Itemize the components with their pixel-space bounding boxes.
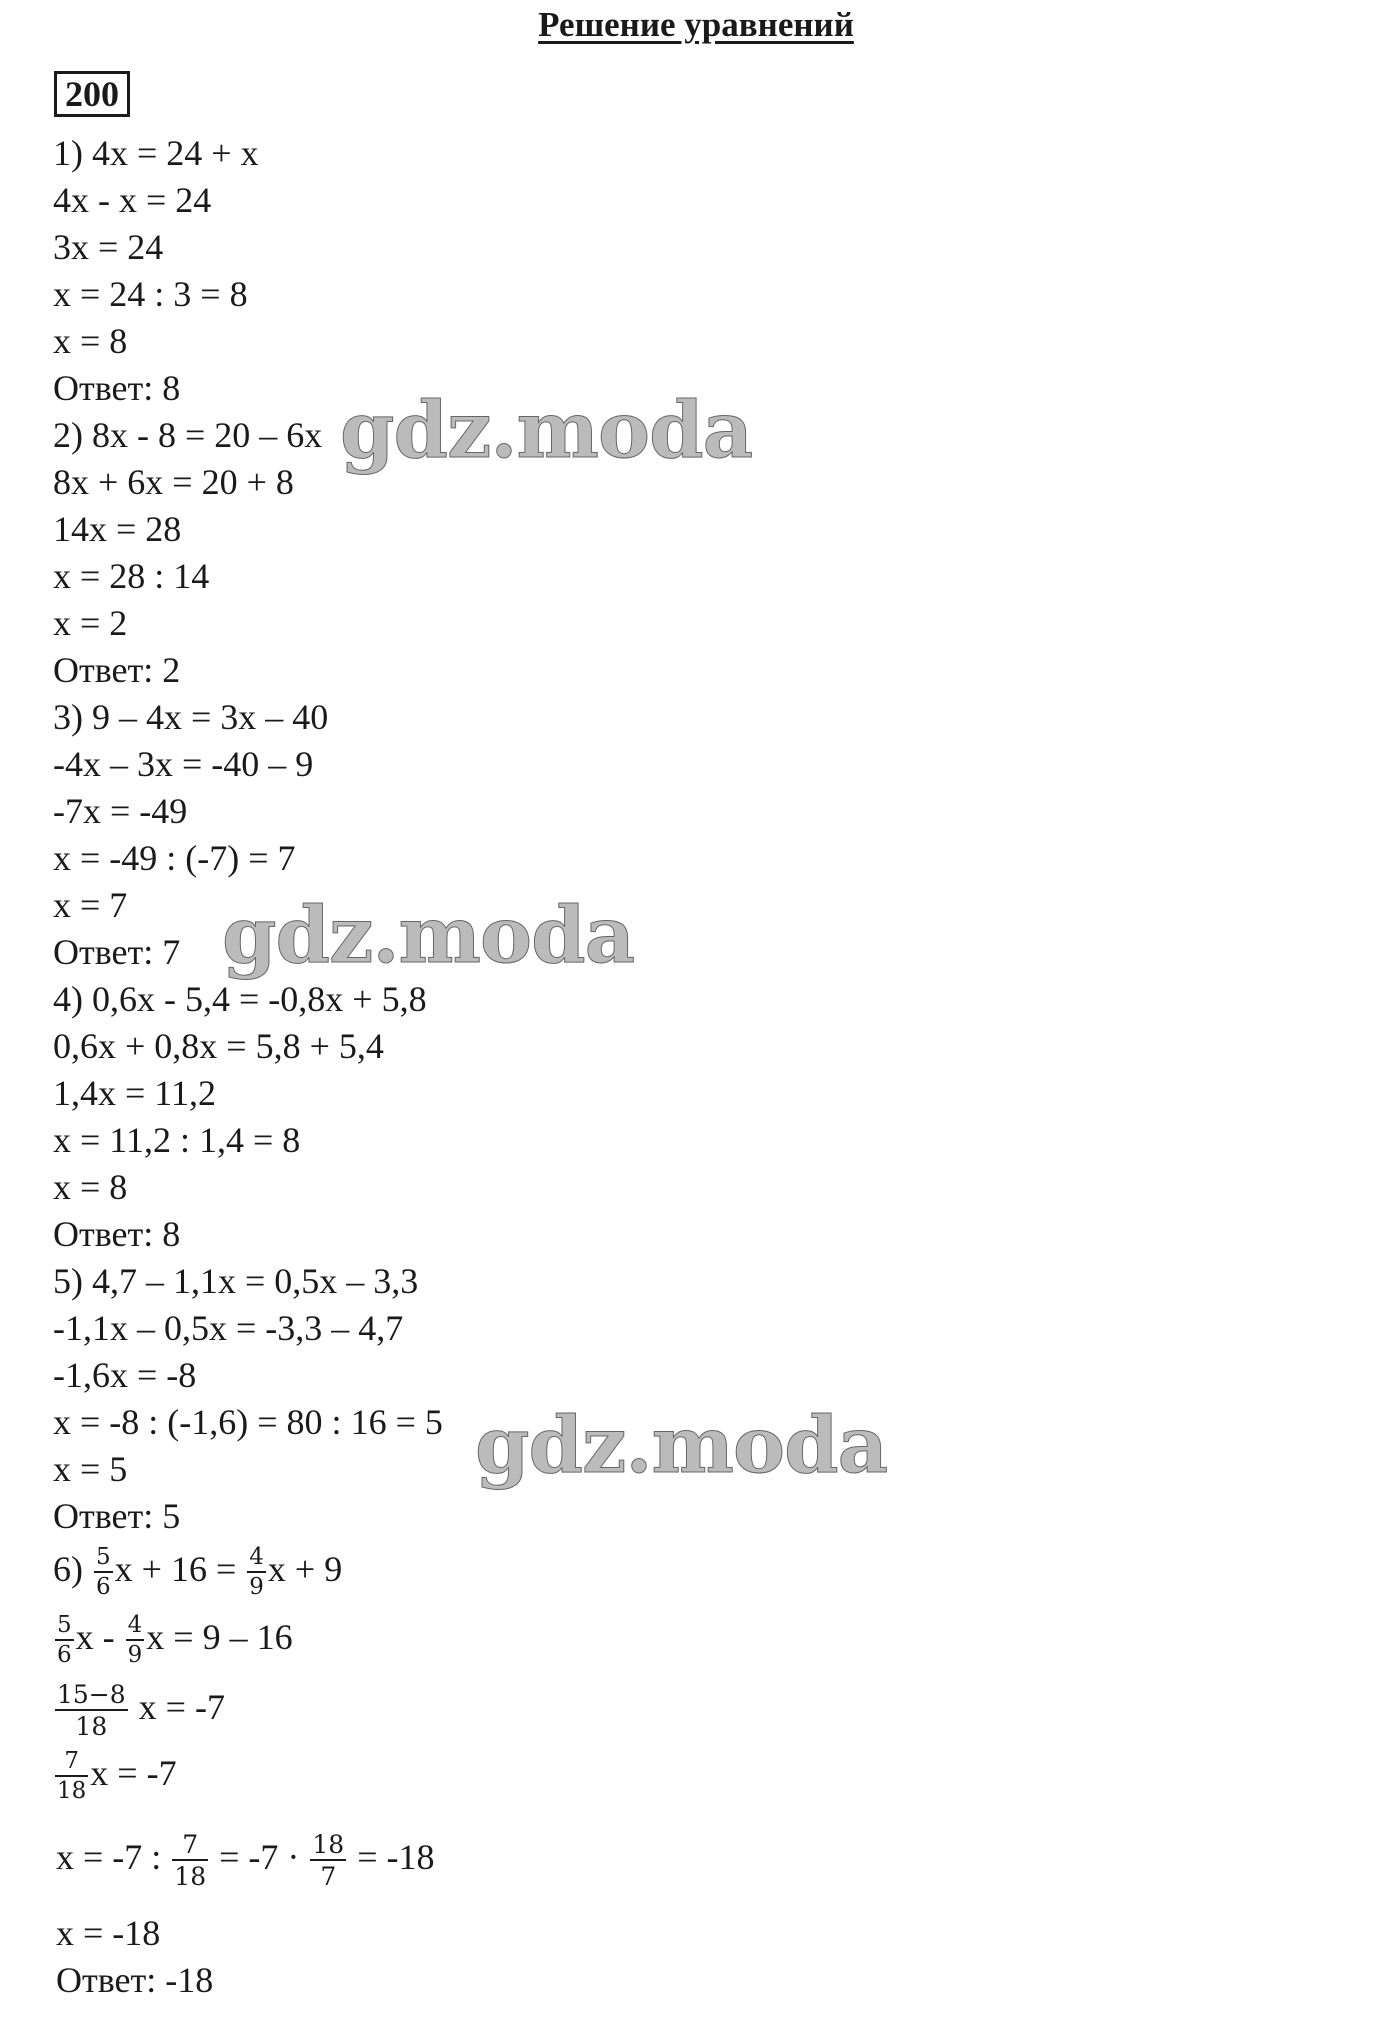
text: x = -7: [129, 1686, 225, 1727]
solution-line: 14x = 28: [53, 509, 182, 549]
text: x + 9: [267, 1549, 343, 1589]
fraction: [94, 1546, 113, 1599]
task-number-box: 200: [54, 71, 130, 117]
answer-line: Ответ: 8: [53, 368, 181, 408]
solution-line-fraction: [56, 1832, 435, 1889]
answer-line: Ответ: -18: [56, 1960, 214, 2000]
text: x = 9 – 16: [146, 1617, 293, 1657]
solution-line-fraction: [53, 1682, 225, 1739]
solution-line: 4) 0,6x - 5,4 = -0,8x + 5,8: [53, 979, 427, 1019]
denominator: 18: [75, 1712, 108, 1741]
solution-line: x = 24 : 3 = 8: [53, 274, 248, 314]
fraction: [172, 1832, 208, 1889]
solution-line: x = 5: [53, 1449, 128, 1489]
solution-line-fraction: [53, 1614, 293, 1667]
solution-line: 3) 9 – 4x = 3x – 40: [53, 697, 329, 737]
solution-line: 1,4x = 11,2: [53, 1073, 216, 1113]
solution-line: 3x = 24: [53, 227, 164, 267]
solution-line: x = 28 : 14: [53, 556, 210, 596]
denominator: 6: [57, 1642, 72, 1669]
denominator: 18: [57, 1778, 87, 1805]
solution-line: 4x - x = 24: [53, 180, 212, 220]
numerator: 18: [312, 1830, 345, 1859]
solution-line: x = 11,2 : 1,4 = 8: [53, 1120, 301, 1160]
denominator: 7: [320, 1862, 337, 1891]
answer-line: Ответ: 2: [53, 650, 181, 690]
text: x = -7: [90, 1753, 177, 1793]
denominator: 6: [96, 1574, 111, 1601]
solution-line: 1) 4x = 24 + x: [53, 133, 259, 173]
watermark-logo: gdz.moda: [222, 890, 635, 981]
solution-line: x = -18: [56, 1913, 161, 1953]
fraction: [247, 1546, 266, 1599]
solution-line: -1,6x = -8: [53, 1355, 197, 1395]
answer-line: Ответ: 8: [53, 1214, 181, 1254]
answer-line: Ответ: 5: [53, 1496, 181, 1536]
answer-line: Ответ: 7: [53, 932, 181, 972]
page-title: Решение уравнений: [538, 5, 854, 44]
fraction: [55, 1750, 88, 1803]
numerator: 4: [126, 1614, 145, 1641]
numerator: 15−8: [57, 1680, 126, 1709]
numerator: 5: [55, 1614, 74, 1641]
solution-line: x = -49 : (-7) = 7: [53, 838, 296, 878]
fraction: [55, 1682, 128, 1739]
text: x + 16 =: [114, 1549, 246, 1589]
text: 6): [53, 1549, 92, 1589]
denominator: 9: [249, 1574, 264, 1601]
solution-line: -4x – 3x = -40 – 9: [53, 744, 314, 784]
solution-line: -1,1x – 0,5x = -3,3 – 4,7: [53, 1308, 404, 1348]
denominator: 18: [174, 1862, 207, 1891]
solution-line: x = -8 : (-1,6) = 80 : 16 = 5: [53, 1402, 443, 1442]
solution-line: x = 7: [53, 885, 128, 925]
numerator: 7: [55, 1750, 88, 1777]
fraction: [126, 1614, 145, 1667]
fraction: [310, 1832, 346, 1889]
solution-line: 0,6x + 0,8x = 5,8 + 5,4: [53, 1026, 384, 1066]
fraction: [55, 1614, 74, 1667]
denominator: 9: [127, 1642, 143, 1669]
watermark-logo: gdz.moda: [475, 1400, 888, 1491]
text: x = -7 :: [56, 1836, 171, 1877]
solution-line-fraction: [53, 1750, 177, 1803]
solution-line: x = 8: [53, 1167, 128, 1207]
numerator: 7: [172, 1832, 208, 1861]
solution-line: 2) 8x - 8 = 20 – 6x: [53, 415, 323, 455]
solution-line: x = 2: [53, 603, 128, 643]
solution-line: 5) 4,7 – 1,1x = 0,5x – 3,3: [53, 1261, 419, 1301]
text: x -: [75, 1617, 124, 1657]
solution-line: x = 8: [53, 321, 128, 361]
text: = -18: [348, 1836, 435, 1877]
solution-line: -7x = -49: [53, 791, 188, 831]
numerator: 4: [247, 1546, 266, 1573]
watermark-logo: gdz.moda: [340, 385, 753, 476]
solution-line: 8x + 6x = 20 + 8: [53, 462, 294, 502]
solution-line-fraction: [53, 1546, 342, 1599]
text: = -7 ·: [210, 1836, 309, 1877]
numerator: 5: [94, 1546, 113, 1573]
